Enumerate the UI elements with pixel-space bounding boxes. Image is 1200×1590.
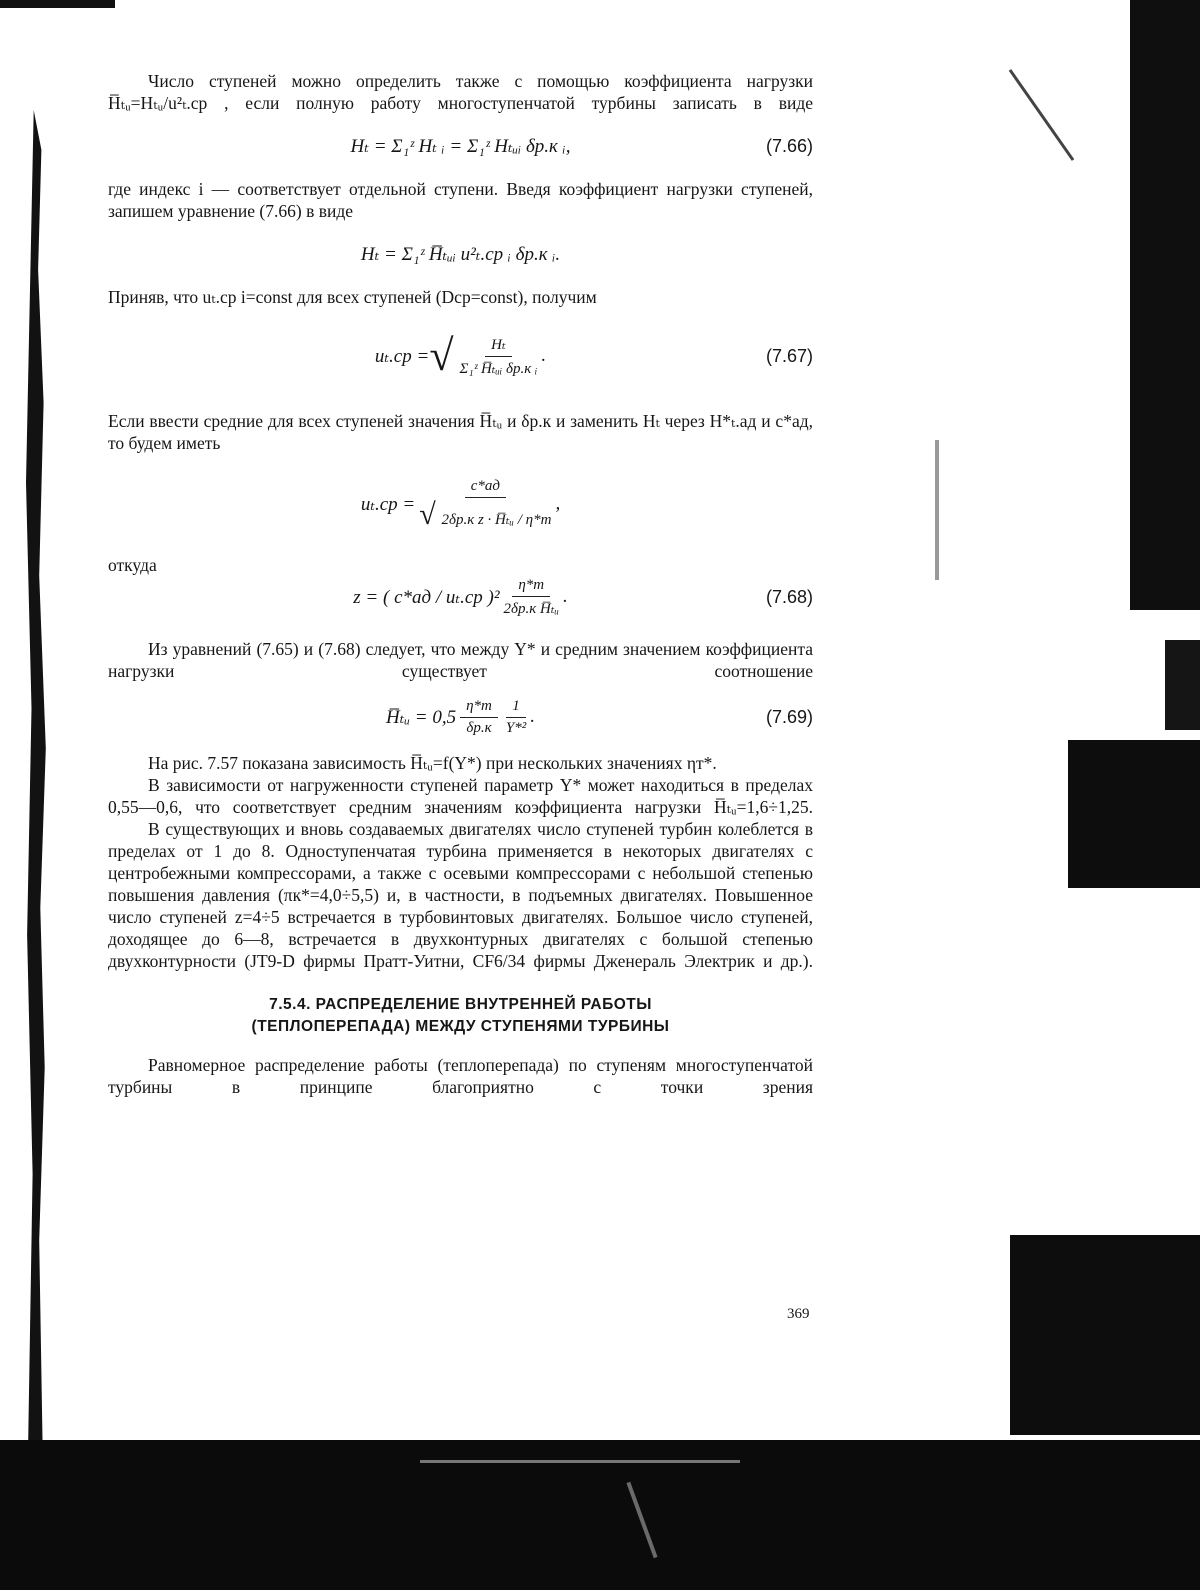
equation-7-68-number: (7.68) [765, 586, 813, 607]
equation-7-69-fraction-2 [506, 698, 526, 737]
paragraph-4: Если ввести средние для всех ступеней значения H̅ₜᵤ и δр.к и заменить Hₜ через H*ₜ.ад и c*ад, то будем иметь [108, 411, 813, 453]
equation-unnumbered [108, 222, 813, 286]
equation-7-66-number: (7.66) [765, 135, 813, 156]
paragraph-7: На рис. 7.57 показана зависимость H̅ₜᵤ=f(Y*) при нескольких значениях ηт*. [148, 753, 717, 773]
section-heading-line-1: 7.5.4. РАСПРЕДЕЛЕНИЕ ВНУТРЕННЕЙ РАБОТЫ [269, 996, 652, 1013]
equation-7-68-lhs: z = ( c*ад / uₜ.ср )² [353, 586, 500, 608]
paragraph-2: где индекс i — соответствует отдельной ступени. Введя коэффициент нагрузки ступеней, запишем уравнение (7.66) в виде [108, 179, 813, 221]
scan-streak [420, 1460, 740, 1463]
equation-7-68-period: . [562, 586, 568, 607]
equation-7-67-denominator: Σ₁ᶻ H̅ₜᵤᵢ δр.к ᵢ [459, 360, 538, 377]
equation-7-67-number: (7.67) [765, 345, 813, 366]
page-content [108, 70, 813, 1098]
equation-7-69-fraction-1 [460, 698, 498, 737]
equation-7-69-numerator-1: η*т [460, 698, 498, 718]
paragraph-9: В существующих и вновь создаваемых двигателях число ступеней турбин колеблется в пределах от 1 до 8. Одноступенчатая турбина применяется в некоторых двигателях с центробежными компрессорами, а также с осевыми компрессорами с небольшой степенью повышения давления (πк*=4,0÷5,5) и, в частности, в подъемных двигателях. Повышенное число ступеней z=4÷5 встречается в турбовинтовых двигателях. Большое число ступеней, доходящее до 6—8, встречается в двухконтурных двигателях с большой степенью двухконтурности (JT9-D фирмы Пратт-Уитни, CF6/34 фирмы Дженераль Электрик и др.). [108, 819, 813, 971]
scan-shadow-left [26, 110, 48, 1440]
scan-shadow-top [0, 0, 115, 8]
scan-shadow-right-middle [1068, 740, 1200, 888]
page-number: 369 [787, 1306, 810, 1322]
paragraph-8: В зависимости от нагруженности ступеней параметр Y* может находиться в пределах 0,55—0,6, что соответствует средним значениям коэффициента нагрузки H̅ₜᵤ=1,6÷1,25. [108, 775, 813, 817]
equation-7-67-numerator: Hₜ [485, 335, 512, 357]
equation-7-69-denominator-2: Y*² [505, 719, 527, 736]
equation-intermediate-den-text: 2δр.к z · H̅ₜᵤ / η*т [441, 512, 552, 528]
equation-7-67 [108, 308, 813, 404]
equation-7-69-number: (7.69) [765, 706, 813, 727]
equation-7-68-fraction [504, 577, 559, 618]
sqrt-symbol: √ [429, 331, 454, 380]
scan-shadow-right-bottom [1010, 1235, 1200, 1435]
equation-7-69 [108, 682, 813, 752]
equation-intermediate-denominator [419, 498, 551, 530]
equation-7-67-period: . [541, 345, 547, 366]
equation-intermediate-lhs: uₜ.ср = [360, 493, 416, 515]
equation-7-69-lhs: H̅ₜᵤ = 0,5 [386, 706, 457, 728]
scan-shadow-right-mid [1165, 640, 1200, 730]
equation-intermediate-numerator: c*ад [465, 478, 506, 498]
sqrt-symbol-2: √ [419, 498, 436, 531]
paragraph-3: Приняв, что uₜ.ср i=const для всех ступеней (Dср=const), получим [108, 287, 597, 307]
equation-7-69-period: . [530, 706, 535, 727]
paragraph-1: Число ступеней можно определить также с помощью коэффициента нагрузки H̅ₜᵤ=Hₜᵤ/u²ₜ.ср , если полную работу многоступенчатой турбины записать в виде [108, 71, 813, 113]
equation-7-67-lhs: uₜ.ср = [374, 345, 430, 367]
equation-intermediate-fraction [419, 478, 551, 530]
scan-diagonal [1009, 69, 1075, 161]
equation-7-68-denominator: 2δр.к H̅ₜᵤ [503, 600, 559, 617]
equation-7-67-fraction [459, 335, 537, 378]
section-heading [108, 994, 813, 1038]
section-heading-line-2: (ТЕПЛОПЕРЕПАДА) МЕЖДУ СТУПЕНЯМИ ТУРБИНЫ [251, 1018, 670, 1035]
paragraph-6: Из уравнений (7.65) и (7.68) следует, что между Y* и средним значением коэффициента нагрузки существует соотношение [108, 639, 813, 681]
paragraph-5: откуда [108, 555, 157, 575]
equation-7-66 [108, 114, 813, 178]
paragraph-10: Равномерное распределение работы (теплоперепада) по ступеням многоступенчатой турбины в принципе благоприятно с точки зрения [108, 1055, 813, 1097]
equation-7-68 [108, 562, 813, 632]
equation-7-69-denominator-1: δр.к [466, 719, 492, 736]
equation-7-69-numerator-2: 1 [506, 698, 526, 718]
equation-intermediate-comma: , [555, 493, 561, 514]
equation-7-68-numerator: η*т [512, 577, 550, 597]
equation-intermediate [108, 454, 813, 554]
equation-unnumbered-body: Hₜ = Σ₁ᶻ H̅ₜᵤᵢ u²ₜ.ср ᵢ δр.к ᵢ. [360, 243, 561, 265]
equation-7-66-body: Hₜ = Σ₁ᶻ Hₜ ᵢ = Σ₁ᶻ Hₜᵤᵢ δр.к ᵢ, [350, 135, 571, 157]
pencil-mark [935, 440, 939, 580]
scan-shadow-right-top [1130, 0, 1200, 610]
